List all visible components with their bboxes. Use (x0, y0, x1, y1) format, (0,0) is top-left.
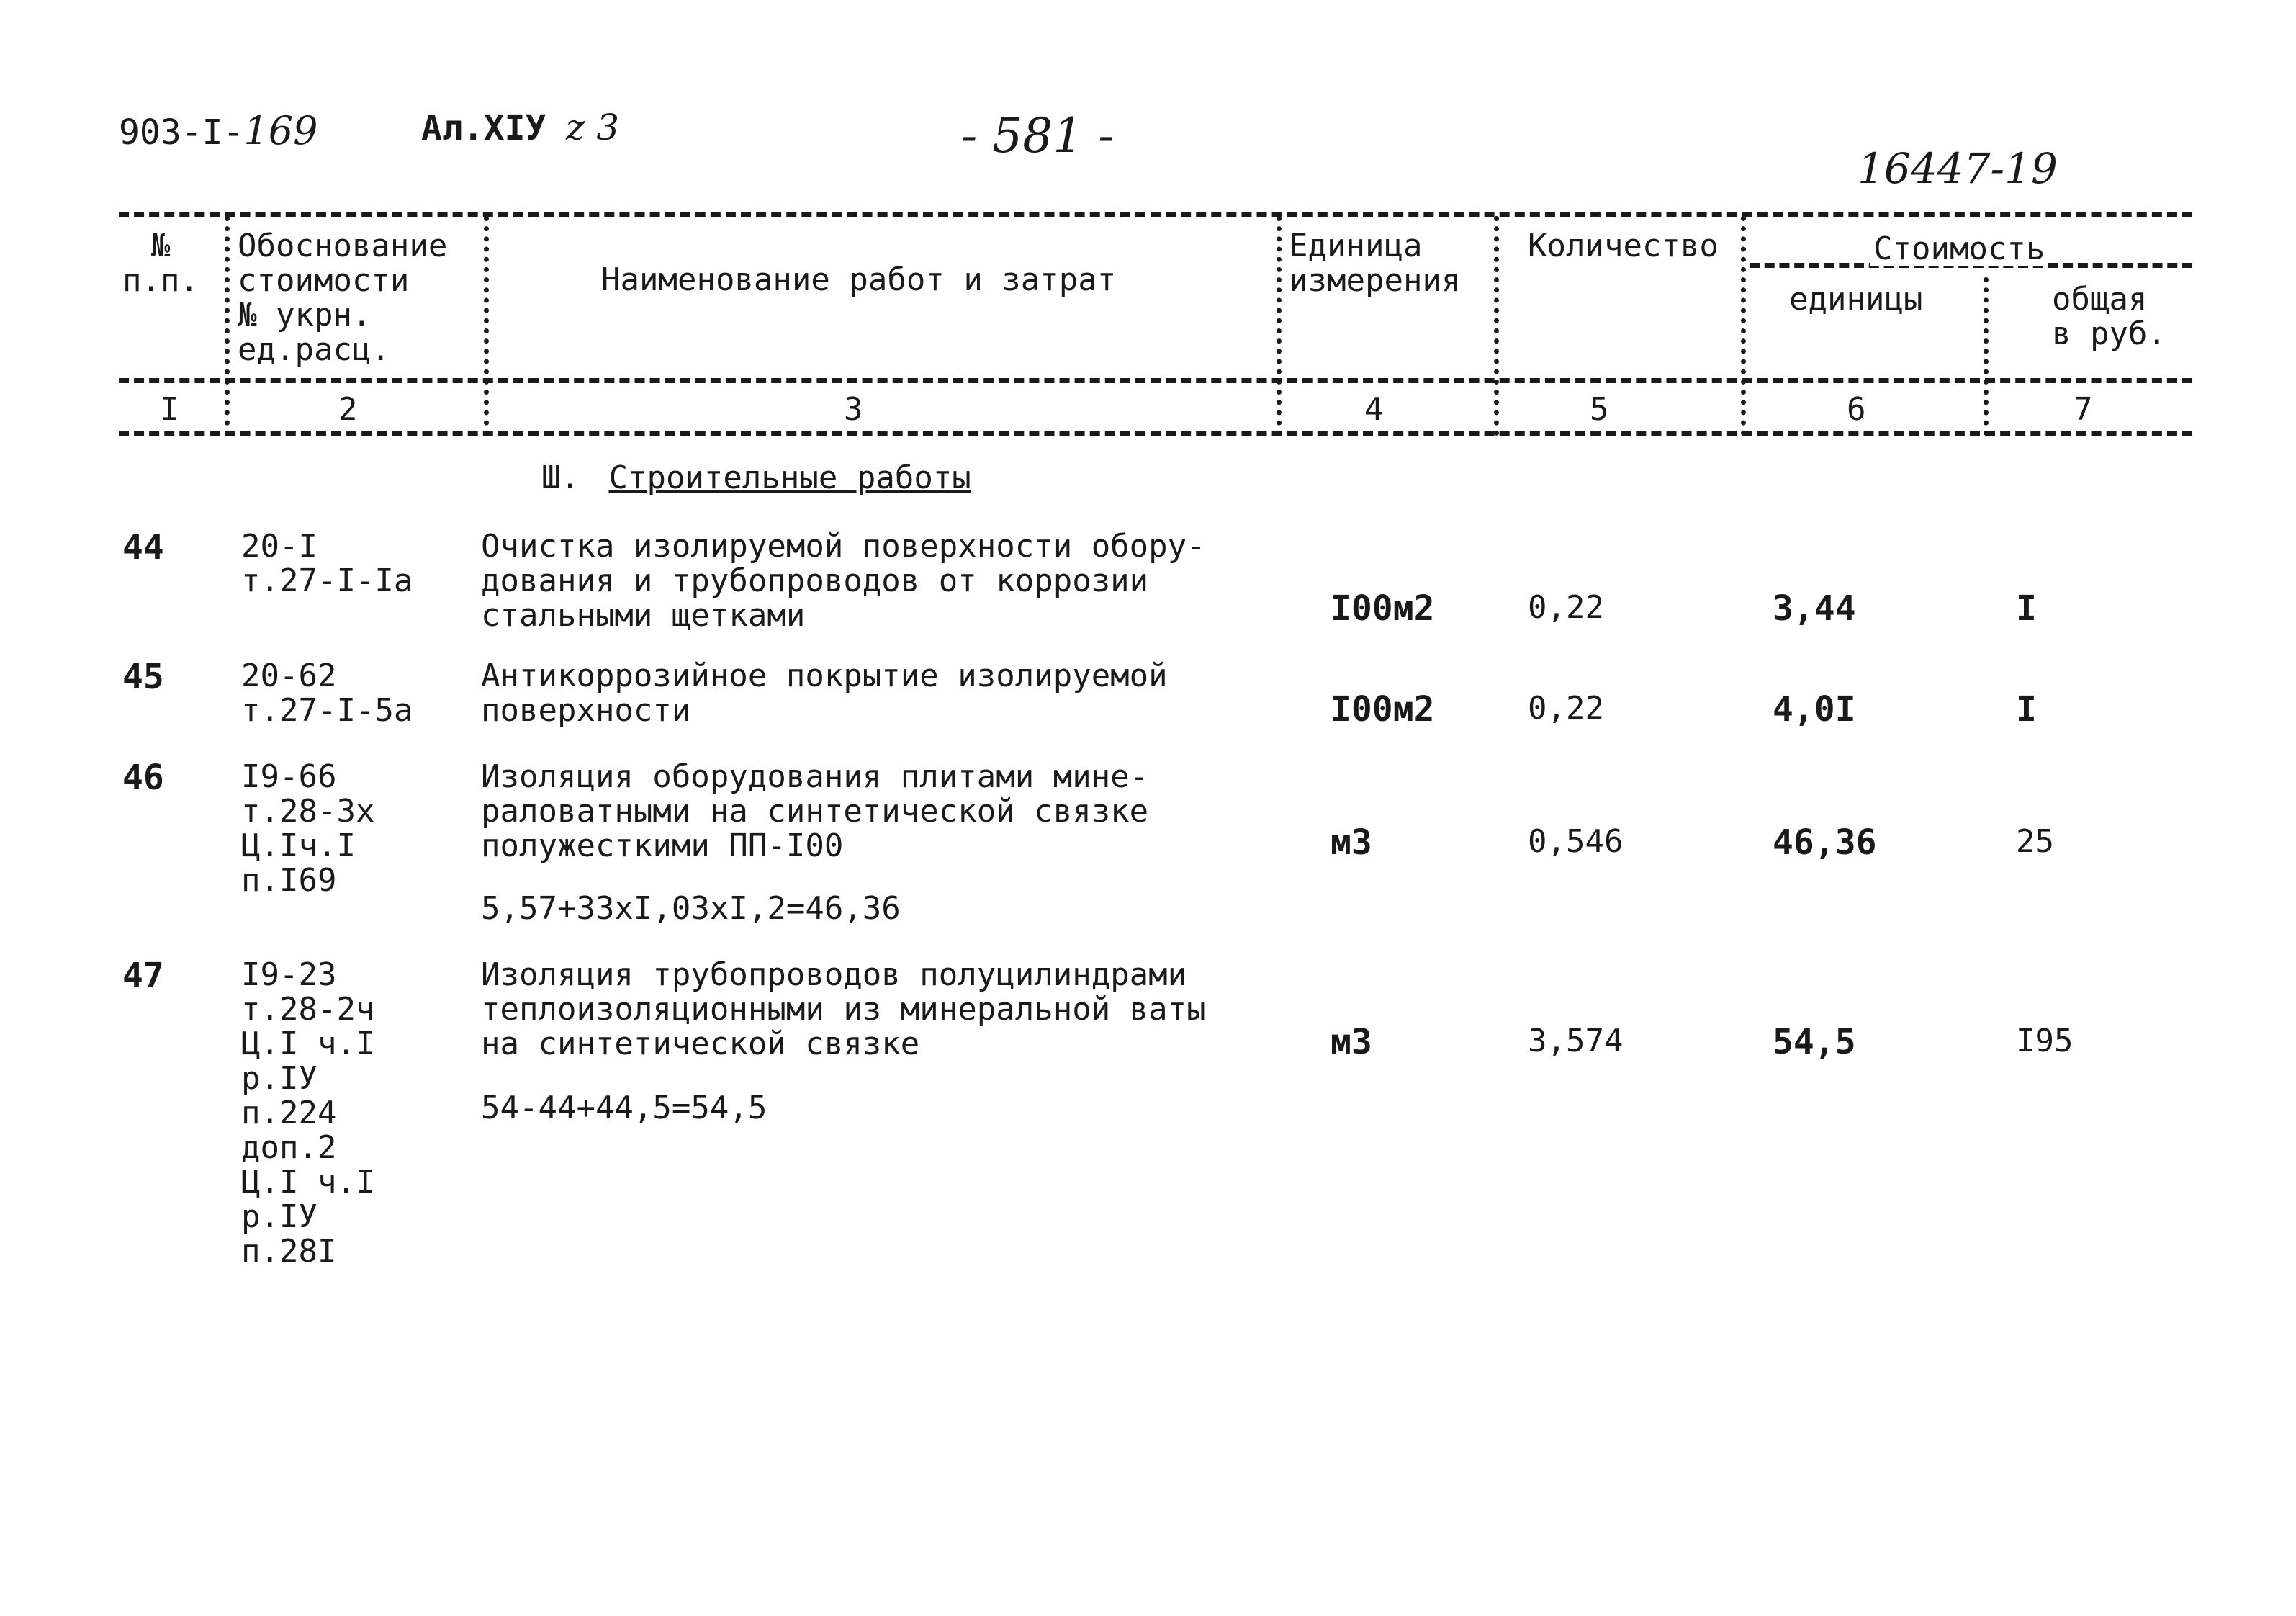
column-divider (1494, 216, 1499, 436)
row-total: I (2016, 588, 2037, 629)
row-quantity: 0,546 (1528, 823, 1624, 860)
row-unit: м3 (1331, 1022, 1372, 1062)
column-divider (1277, 216, 1282, 436)
section-numeral: Ш. (541, 459, 580, 496)
column-header-basis: Обоснование стоимости № укрн. ед.расц. (238, 228, 448, 368)
section-title: Строительные работы (608, 459, 971, 496)
column-header-name: Наименование работ и затрат (601, 261, 1117, 298)
column-number: I (160, 391, 179, 428)
row-number: 46 (122, 758, 164, 798)
row-total: I (2016, 689, 2037, 730)
column-divider (225, 216, 230, 436)
row-unit-price: 54,5 (1773, 1022, 1856, 1062)
row-basis: I9-23 т.28-2ч Ц.I ч.I р.IУ п.224 доп.2 Ц.I ч.I р.IУ п.28I (241, 956, 375, 1270)
row-basis: 20-62 т.27-I-5а (241, 657, 413, 729)
column-number: 6 (1847, 391, 1866, 428)
album-reference (421, 107, 619, 148)
row-quantity: 3,574 (1528, 1023, 1624, 1059)
column-number: 2 (338, 391, 358, 428)
column-header-cost-group: Стоимость (1870, 232, 2048, 266)
column-number: 4 (1364, 391, 1384, 428)
row-basis: 20-I т.27-I-Iа (241, 528, 413, 599)
row-work-name: Антикоррозийное покрытие изолируемой поверхности (481, 657, 1168, 729)
header-bottom-rule (119, 378, 2192, 383)
column-divider (1741, 216, 1746, 436)
table-top-rule (119, 212, 2192, 217)
row-unit: м3 (1331, 822, 1372, 863)
column-number: 7 (2074, 391, 2093, 428)
column-header-unit-price: единицы (1789, 281, 1923, 318)
column-header-total: общая в руб. (2052, 281, 2166, 352)
row-formula: 5,57+33хI,03хI,2=46,36 (481, 890, 901, 927)
row-unit-price: 46,36 (1773, 822, 1877, 863)
row-unit: I00м2 (1331, 689, 1435, 730)
row-number: 47 (122, 956, 164, 996)
row-unit: I00м2 (1331, 588, 1435, 629)
order-number: 16447-19 (1858, 144, 2058, 193)
row-quantity: 0,22 (1528, 690, 1604, 727)
document-code-handwritten: 169 (243, 108, 318, 153)
column-header-number: № п.п. (122, 228, 199, 299)
section-heading (541, 461, 971, 495)
column-divider (1984, 277, 1989, 436)
page-number: - 581 - (961, 108, 1115, 163)
row-work-name: Изоляция оборудования плитами мине- раловатными на синтетической связке полужесткими ПП-I00 (481, 758, 1149, 864)
row-quantity: 0,22 (1528, 589, 1604, 626)
column-number: 5 (1590, 391, 1609, 428)
row-number: 44 (122, 527, 164, 567)
album-handwritten: z 3 (566, 107, 620, 148)
row-unit-price: 4,0I (1773, 689, 1856, 730)
column-header-unit: Единица измерения (1289, 228, 1461, 299)
column-header-quantity: Количество (1528, 228, 1719, 264)
row-total: 25 (2016, 823, 2054, 860)
row-basis: I9-66 т.28-3х Ц.Iч.I п.I69 (241, 758, 375, 899)
document-code-printed: 903-I- (119, 112, 244, 153)
row-formula: 54-44+44,5=54,5 (481, 1090, 767, 1126)
row-work-name: Очистка изолируемой поверхности обору- дования и трубопроводов от коррозии стальными щетками (481, 528, 1206, 634)
row-total: I95 (2016, 1023, 2074, 1059)
album-printed: Ал.XIУ (421, 108, 546, 148)
column-divider (484, 216, 489, 436)
row-work-name: Изоляция трубопроводов полуцилиндрами теплоизоляционными из минеральной ваты на синтетической связке (481, 956, 1206, 1062)
column-number: 3 (844, 391, 863, 428)
row-unit-price: 3,44 (1773, 588, 1856, 629)
document-code (119, 108, 318, 153)
row-number: 45 (122, 657, 164, 697)
column-numbers-rule (119, 431, 2192, 436)
